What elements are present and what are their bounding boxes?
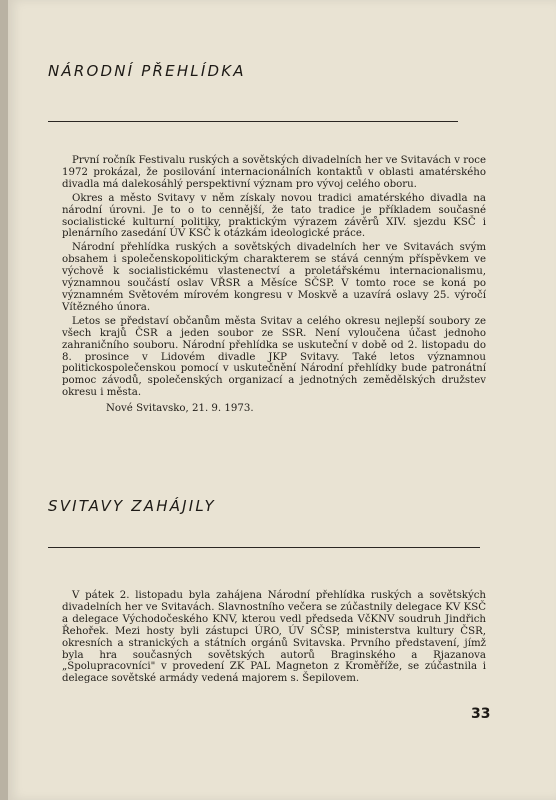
paragraph: V pátek 2. listopadu byla zahájena Národní přehlídka ruských a sovětských divadelních her ve Svitavách. Slavnostního večera se zúčastnily delegace KV KSČ a delegace Východočeského KNV, kterou vedl předseda VčKNV soudruh Jindřich Řehořek. Mezi hosty byli zástupci ÚRO, ÚV SČSP, ministerstva kultury ČSR, okresních a stranických a státních orgánů Svitavska. Prvního představení, jímž byla hra současných sovětských autorů Braginského a Rjazanova „Spolupracovníci" v provedení ZK PAL Magneton z Kroměříže, se zúčastnila i delegace sovětské armády vedená majorem s. Šepilovem. [62, 590, 486, 685]
section-heading-narodni-prehlidka: NÁRODNÍ PŘEHLÍDKA [48, 62, 246, 80]
heading-rule [48, 121, 458, 122]
article-svitavy-zahajily [62, 590, 486, 687]
article-narodni-prehlidka [62, 155, 486, 417]
paragraph: Letos se představí občanům města Svitav a celého okresu nejlepší soubory ze všech krajů ČSR a jeden soubor ze SSR. Není vyloučena účast jednoho zahraničního souboru. Národní přehlídka se uskuteční v době od 2. listopadu do 8. prosince v Lidovém divadle JKP Svitavy. Také letos významnou politickospolečenskou pomocí v uskutečnění Národní přehlídky bude patronátní pomoc závodů, společenských organizací a jednotných zemědělských družstev okresu i města. [62, 315, 486, 399]
paragraph: Okres a město Svitavy v něm získaly novou tradici amatérského divadla na národní úrovni. Je to o to cennější, že tato tradice je příkladem současné socialistické kulturní politiky, praktickým výrazem závěrů XIV. sjezdu KSČ i plenárního zasedání ÚV KSČ k otázkám ideologické práce. [62, 192, 486, 240]
book-page [8, 0, 556, 800]
article-source-date: Nové Svitavsko, 21. 9. 1973. [106, 403, 254, 415]
paragraph: Národní přehlídka ruských a sovětských divadelních her ve Svitavách svým obsahem i společenskopolitickým charakterem se stává cenným příspěvkem ve výchově k socialistickému vlastenectví a proletářskému internacionalismu, významnou součástí oslav VŘSR a Měsíce SČSP. V tomto roce se koná po významném Světovém mírovém kongresu v Moskvě a uzavírá oslavy 25. výročí Vítězného února. [62, 242, 486, 313]
section-heading-svitavy-zahajily: SVITAVY ZAHÁJILY [48, 497, 216, 515]
heading-rule [48, 547, 480, 548]
paragraph: První ročník Festivalu ruských a sovětských divadelních her ve Svitavách v roce 1972 prokázal, že posilování internacionálních kontaktů v oblasti amatérského divadla má dalekosáhlý perspektivní význam pro vývoj celého oboru. [62, 155, 486, 190]
page-number: 33 [471, 706, 491, 722]
